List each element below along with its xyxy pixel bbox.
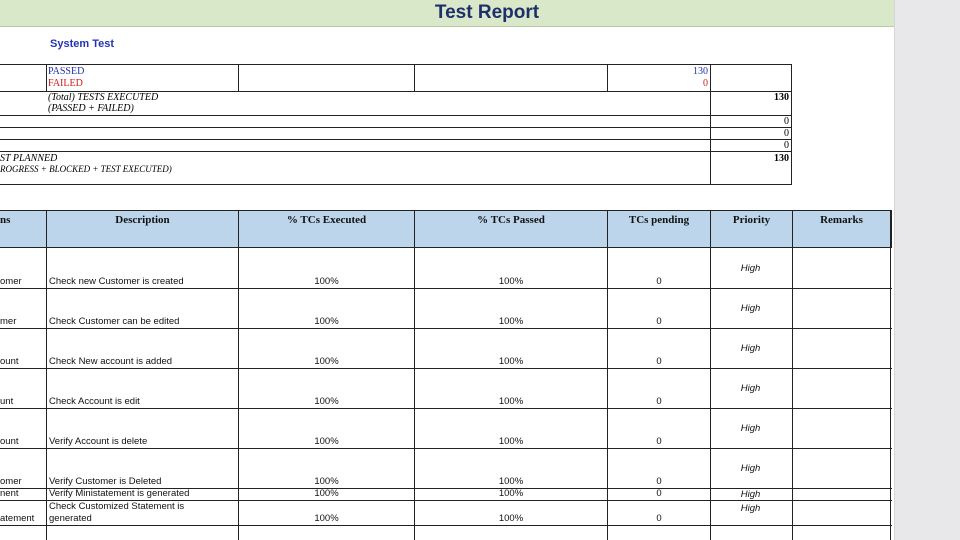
table-row	[0, 489, 892, 501]
summary-value: 0	[784, 116, 789, 127]
summary-value: 0	[784, 140, 789, 151]
table-row	[0, 409, 892, 449]
pending-cell: 0	[656, 436, 662, 447]
pending-cell: 0	[656, 276, 662, 287]
pending-cell: 0	[656, 513, 662, 524]
passed-cell: 100%	[498, 488, 524, 499]
table-row	[0, 501, 892, 526]
description-cell: Check Customized Statement is	[49, 501, 185, 512]
executed-cell: 100%	[314, 488, 339, 499]
header-priority: Priority	[732, 214, 771, 226]
function-cell: nent	[0, 488, 19, 499]
executed-cell: 100%	[314, 356, 339, 367]
planned-sublabel: ROGRESS + BLOCKED + TEST EXECUTED)	[0, 164, 172, 174]
executed-sublabel: (PASSED + FAILED)	[48, 103, 134, 114]
header-executed: % TCs Executed	[286, 214, 367, 226]
table-row	[0, 329, 892, 369]
description-cell: Check new Customer is created	[49, 276, 184, 287]
function-cell: atement	[0, 513, 35, 524]
executed-cell: 100%	[314, 436, 339, 447]
priority-cell: High	[740, 303, 761, 314]
header-functions: ns	[0, 214, 11, 226]
description-cell: Check Customer can be edited	[49, 316, 180, 327]
table-header	[0, 210, 892, 248]
side-margin	[894, 0, 960, 540]
failed-value: 0	[703, 78, 708, 89]
header-pending: TCs pending	[628, 214, 690, 226]
table-row	[0, 369, 892, 409]
description-cell: Verify Account is delete	[49, 436, 148, 447]
table-row	[0, 289, 892, 329]
executed-cell: 100%	[314, 476, 339, 487]
executed-cell: 100%	[314, 276, 339, 287]
priority-cell: High	[740, 503, 761, 514]
passed-cell: 100%	[498, 396, 524, 407]
passed-cell: 100%	[498, 513, 524, 524]
failed-label: FAILED	[48, 78, 83, 89]
function-cell: unt	[0, 396, 14, 407]
executed-label: (Total) TESTS EXECUTED	[48, 92, 159, 103]
table-row	[0, 449, 892, 489]
passed-cell: 100%	[498, 276, 524, 287]
pending-cell: 0	[656, 316, 662, 327]
executed-cell: 100%	[314, 316, 339, 327]
header-remarks: Remarks	[820, 214, 863, 226]
description-cell: Check New account is added	[49, 356, 173, 367]
function-cell: ount	[0, 356, 19, 367]
priority-cell: High	[740, 423, 761, 434]
pending-cell: 0	[656, 396, 662, 407]
description-cell: Verify Ministatement is generated	[49, 488, 190, 499]
description-cell: Verify Customer is Deleted	[49, 476, 162, 487]
summary-value: 0	[784, 128, 789, 139]
table-row	[0, 248, 892, 289]
passed-cell: 100%	[498, 436, 524, 447]
executed-cell: 100%	[314, 396, 339, 407]
planned-value: 130	[774, 153, 789, 164]
header-passed: % TCs Passed	[477, 214, 545, 226]
test-case-table	[0, 210, 892, 540]
description-cell-continued: generated	[49, 513, 92, 524]
passed-cell: 100%	[498, 316, 524, 327]
priority-cell: High	[740, 383, 761, 394]
pending-cell: 0	[656, 356, 662, 367]
title-bar	[0, 0, 894, 27]
executed-cell: 100%	[314, 513, 339, 524]
pending-cell: 0	[656, 488, 662, 499]
report-title: Test Report	[434, 2, 540, 23]
passed-cell: 100%	[498, 476, 524, 487]
priority-cell: High	[740, 489, 761, 500]
function-cell: omer	[0, 476, 22, 487]
summary-table	[0, 64, 792, 185]
pending-cell: 0	[656, 476, 662, 487]
planned-label: ST PLANNED	[0, 153, 58, 164]
report-subtitle: System Test	[50, 38, 114, 50]
function-cell: omer	[0, 276, 22, 287]
priority-cell: High	[740, 463, 761, 474]
passed-value: 130	[693, 66, 708, 77]
priority-cell: High	[740, 263, 761, 274]
description-cell: Check Account is edit	[49, 396, 140, 407]
passed-cell: 100%	[498, 356, 524, 367]
function-cell: ount	[0, 436, 19, 447]
passed-label: PASSED	[48, 66, 85, 77]
header-description: Description	[115, 214, 170, 226]
function-cell: mer	[0, 316, 17, 327]
executed-value: 130	[774, 92, 789, 103]
priority-cell: High	[740, 343, 761, 354]
